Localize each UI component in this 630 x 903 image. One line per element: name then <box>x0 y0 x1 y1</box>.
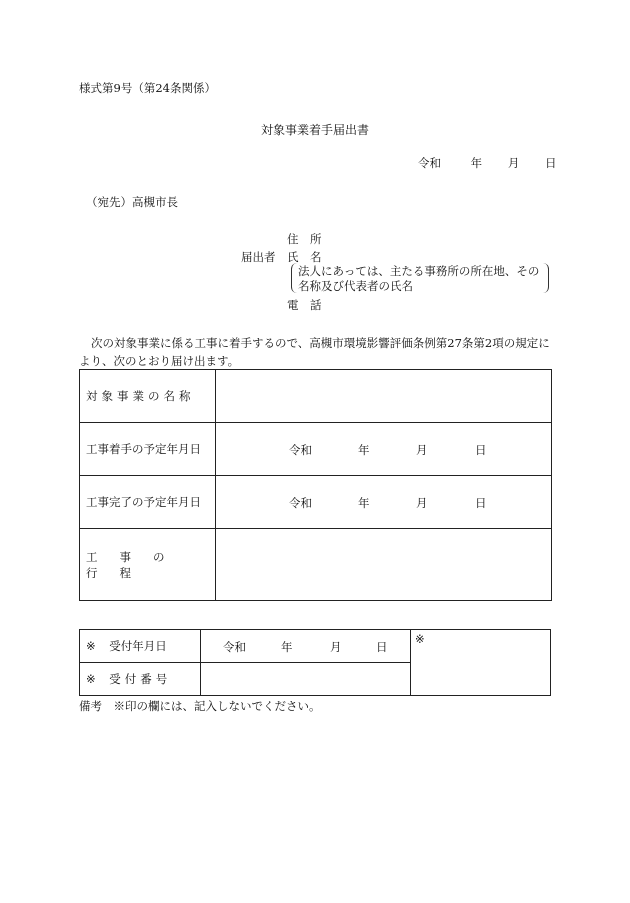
form-number: 様式第9号（第24条関係） <box>79 81 216 95</box>
date-month: 月 <box>507 156 520 170</box>
project-name-field[interactable] <box>216 370 552 423</box>
process-field[interactable] <box>216 529 552 601</box>
reception-number-label: ※ 受付番号 <box>80 663 201 696</box>
submission-date <box>418 155 556 171</box>
reception-date-field[interactable]: 令和 年 月 日 <box>201 630 411 663</box>
office-use-box[interactable]: ※ <box>411 630 551 696</box>
project-table <box>79 369 552 601</box>
corporate-note-line1: 法人にあっては、主たる事務所の所在地、その <box>298 264 540 278</box>
body-text: 次の対象事業に係る工事に着手するので、高槻市環境影響評価条例第27条第2項の規定により、次のとおり届け出ます。 <box>79 336 550 368</box>
note: 備考 ※印の欄には、記入しないでください。 <box>79 699 321 713</box>
reception-date-label: ※ 受付年月日 <box>80 630 201 663</box>
start-date-label: 工事着手の予定年月日 <box>80 423 216 476</box>
reception-number-field[interactable] <box>201 663 411 696</box>
date-era: 令和 <box>418 156 441 170</box>
date-year: 年 <box>470 156 483 170</box>
end-date-field[interactable]: 令和 年 月 日 <box>216 476 552 529</box>
reception-table <box>79 629 551 696</box>
address-label: 住 所 <box>287 232 322 246</box>
start-date-field[interactable]: 令和 年 月 日 <box>216 423 552 476</box>
corporate-note <box>298 264 539 294</box>
corporate-note-line2: 名称及び代表者の氏名 <box>298 279 413 293</box>
document-title: 対象事業着手届出書 <box>260 123 369 137</box>
phone-label: 電 話 <box>287 298 322 312</box>
project-name-label: 対象事業の名称 <box>80 370 216 423</box>
addressee: （宛先）高槻市長 <box>86 195 178 209</box>
name-label: 氏 名 <box>287 250 322 264</box>
applicant-role-label: 届出者 <box>241 250 276 264</box>
date-day: 日 <box>544 156 557 170</box>
end-date-label: 工事完了の予定年月日 <box>80 476 216 529</box>
process-label: 工事の行程 <box>80 529 216 601</box>
